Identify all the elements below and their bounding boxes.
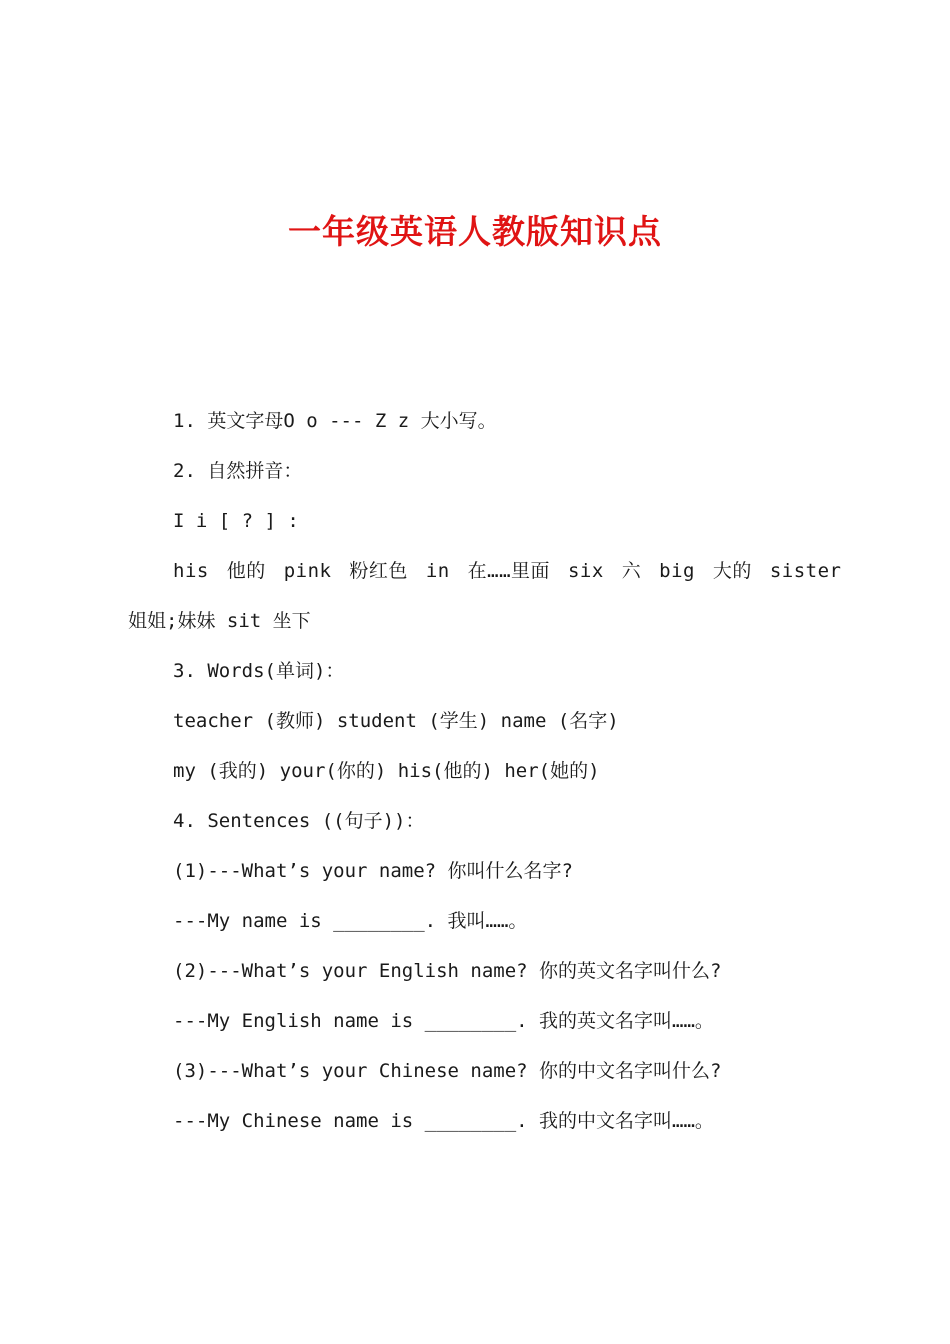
item-1-alphabet: 1. 英文字母O o --- Z z 大小写。 xyxy=(173,410,497,432)
sentence-2-answer: ---My English name is ________. 我的英文名字叫……。 xyxy=(173,1010,714,1032)
words-line-2: my (我的) your(你的) his(他的) her(她的) xyxy=(173,760,600,782)
document-title: 一年级英语人教版知识点 xyxy=(288,212,662,251)
words-line-1: teacher (教师) student (学生) name (名字) xyxy=(173,710,619,732)
item-2-phonics-heading: 2. 自然拼音： xyxy=(173,460,303,482)
sentence-3-question: (3)---What’s your Chinese name? 你的中文名字叫什么? xyxy=(173,1060,722,1082)
document-body xyxy=(128,396,848,1146)
phonics-sound: I i [ ? ] : xyxy=(173,510,299,532)
phonics-words-line-2: 姐姐;妹妹 sit 坐下 xyxy=(128,610,311,632)
sentence-3-answer: ---My Chinese name is ________. 我的中文名字叫……。 xyxy=(173,1110,714,1132)
sentence-2-question: (2)---What’s your English name? 你的英文名字叫什么? xyxy=(173,960,722,982)
phonics-words-line-1: his 他的 pink 粉红色 in 在……里面 six 六 big 大的 sister xyxy=(173,560,842,582)
sentence-1-answer: ---My name is ________. 我叫……。 xyxy=(173,910,528,932)
item-3-words-heading: 3. Words(单词)： xyxy=(173,660,345,682)
sentence-1-question: (1)---What’s your name? 你叫什么名字? xyxy=(173,860,573,882)
item-4-sentences-heading: 4. Sentences ((句子))： xyxy=(173,810,425,832)
